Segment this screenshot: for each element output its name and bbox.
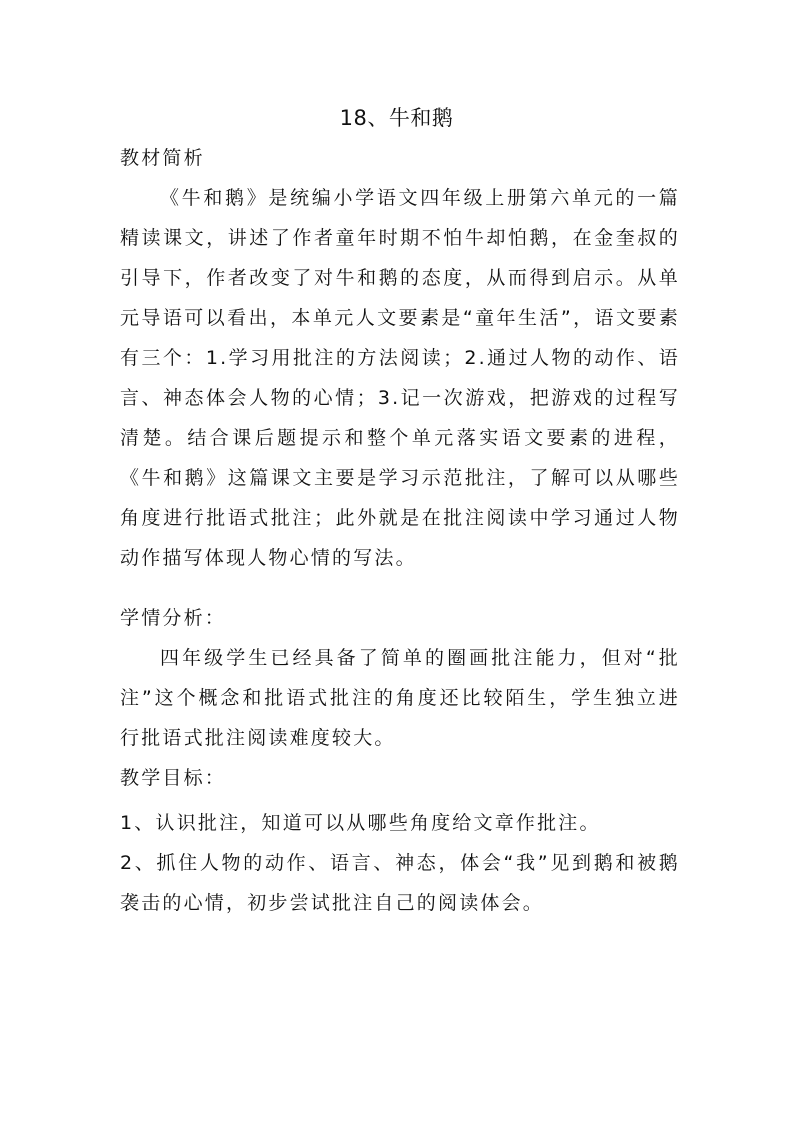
goal-item: 1、认识批注，知道可以从哪些角度给文章作批注。 xyxy=(120,812,601,834)
section-heading-learner-analysis: 学情分析： xyxy=(120,607,227,629)
document-title: 18、牛和鹅 xyxy=(339,106,454,130)
paragraph-textbook-analysis: 《牛和鹅》是统编小学语文四年级上册第六单元的一篇精读课文，讲述了作者童年时期不怕牛却怕鹅，在金奎叔的引导下，作者改变了对牛和鹅的态度，从而得到启示。从单元导语可以看出，本单元人文要素是“童年生活”，语文要素有三个：1.学习用批注的方法阅读；2.通过人物的动作、语言、神态体会人物的心情；3.记一次游戏，把游戏的过程写清楚。结合课后题提示和整个单元落实语文要素的进程，《牛和鹅》这篇课文主要是学习示范批注，了解可以从哪些角度进行批语式批注；此外就是在批注阅读中学习通过人物动作描写体现人物心情的写法。 xyxy=(120,187,680,569)
section-body-learner-analysis xyxy=(120,638,680,758)
section-heading-textbook-analysis: 教材简析 xyxy=(120,147,205,169)
paragraph-learner-analysis: 四年级学生已经具备了简单的圈画批注能力，但对“批注”这个概念和批语式批注的角度还比较陌生，学生独立进行批语式批注阅读难度较大。 xyxy=(120,647,680,749)
goal-item: 2、抓住人物的动作、语言、神态，体会“我”见到鹅和被鹅袭击的心情，初步尝试批注自己的阅读体会。 xyxy=(120,852,680,914)
section-body-teaching-goals xyxy=(120,803,680,923)
section-heading-teaching-goals: 教学目标： xyxy=(120,767,227,789)
section-body-textbook-analysis xyxy=(120,178,680,578)
